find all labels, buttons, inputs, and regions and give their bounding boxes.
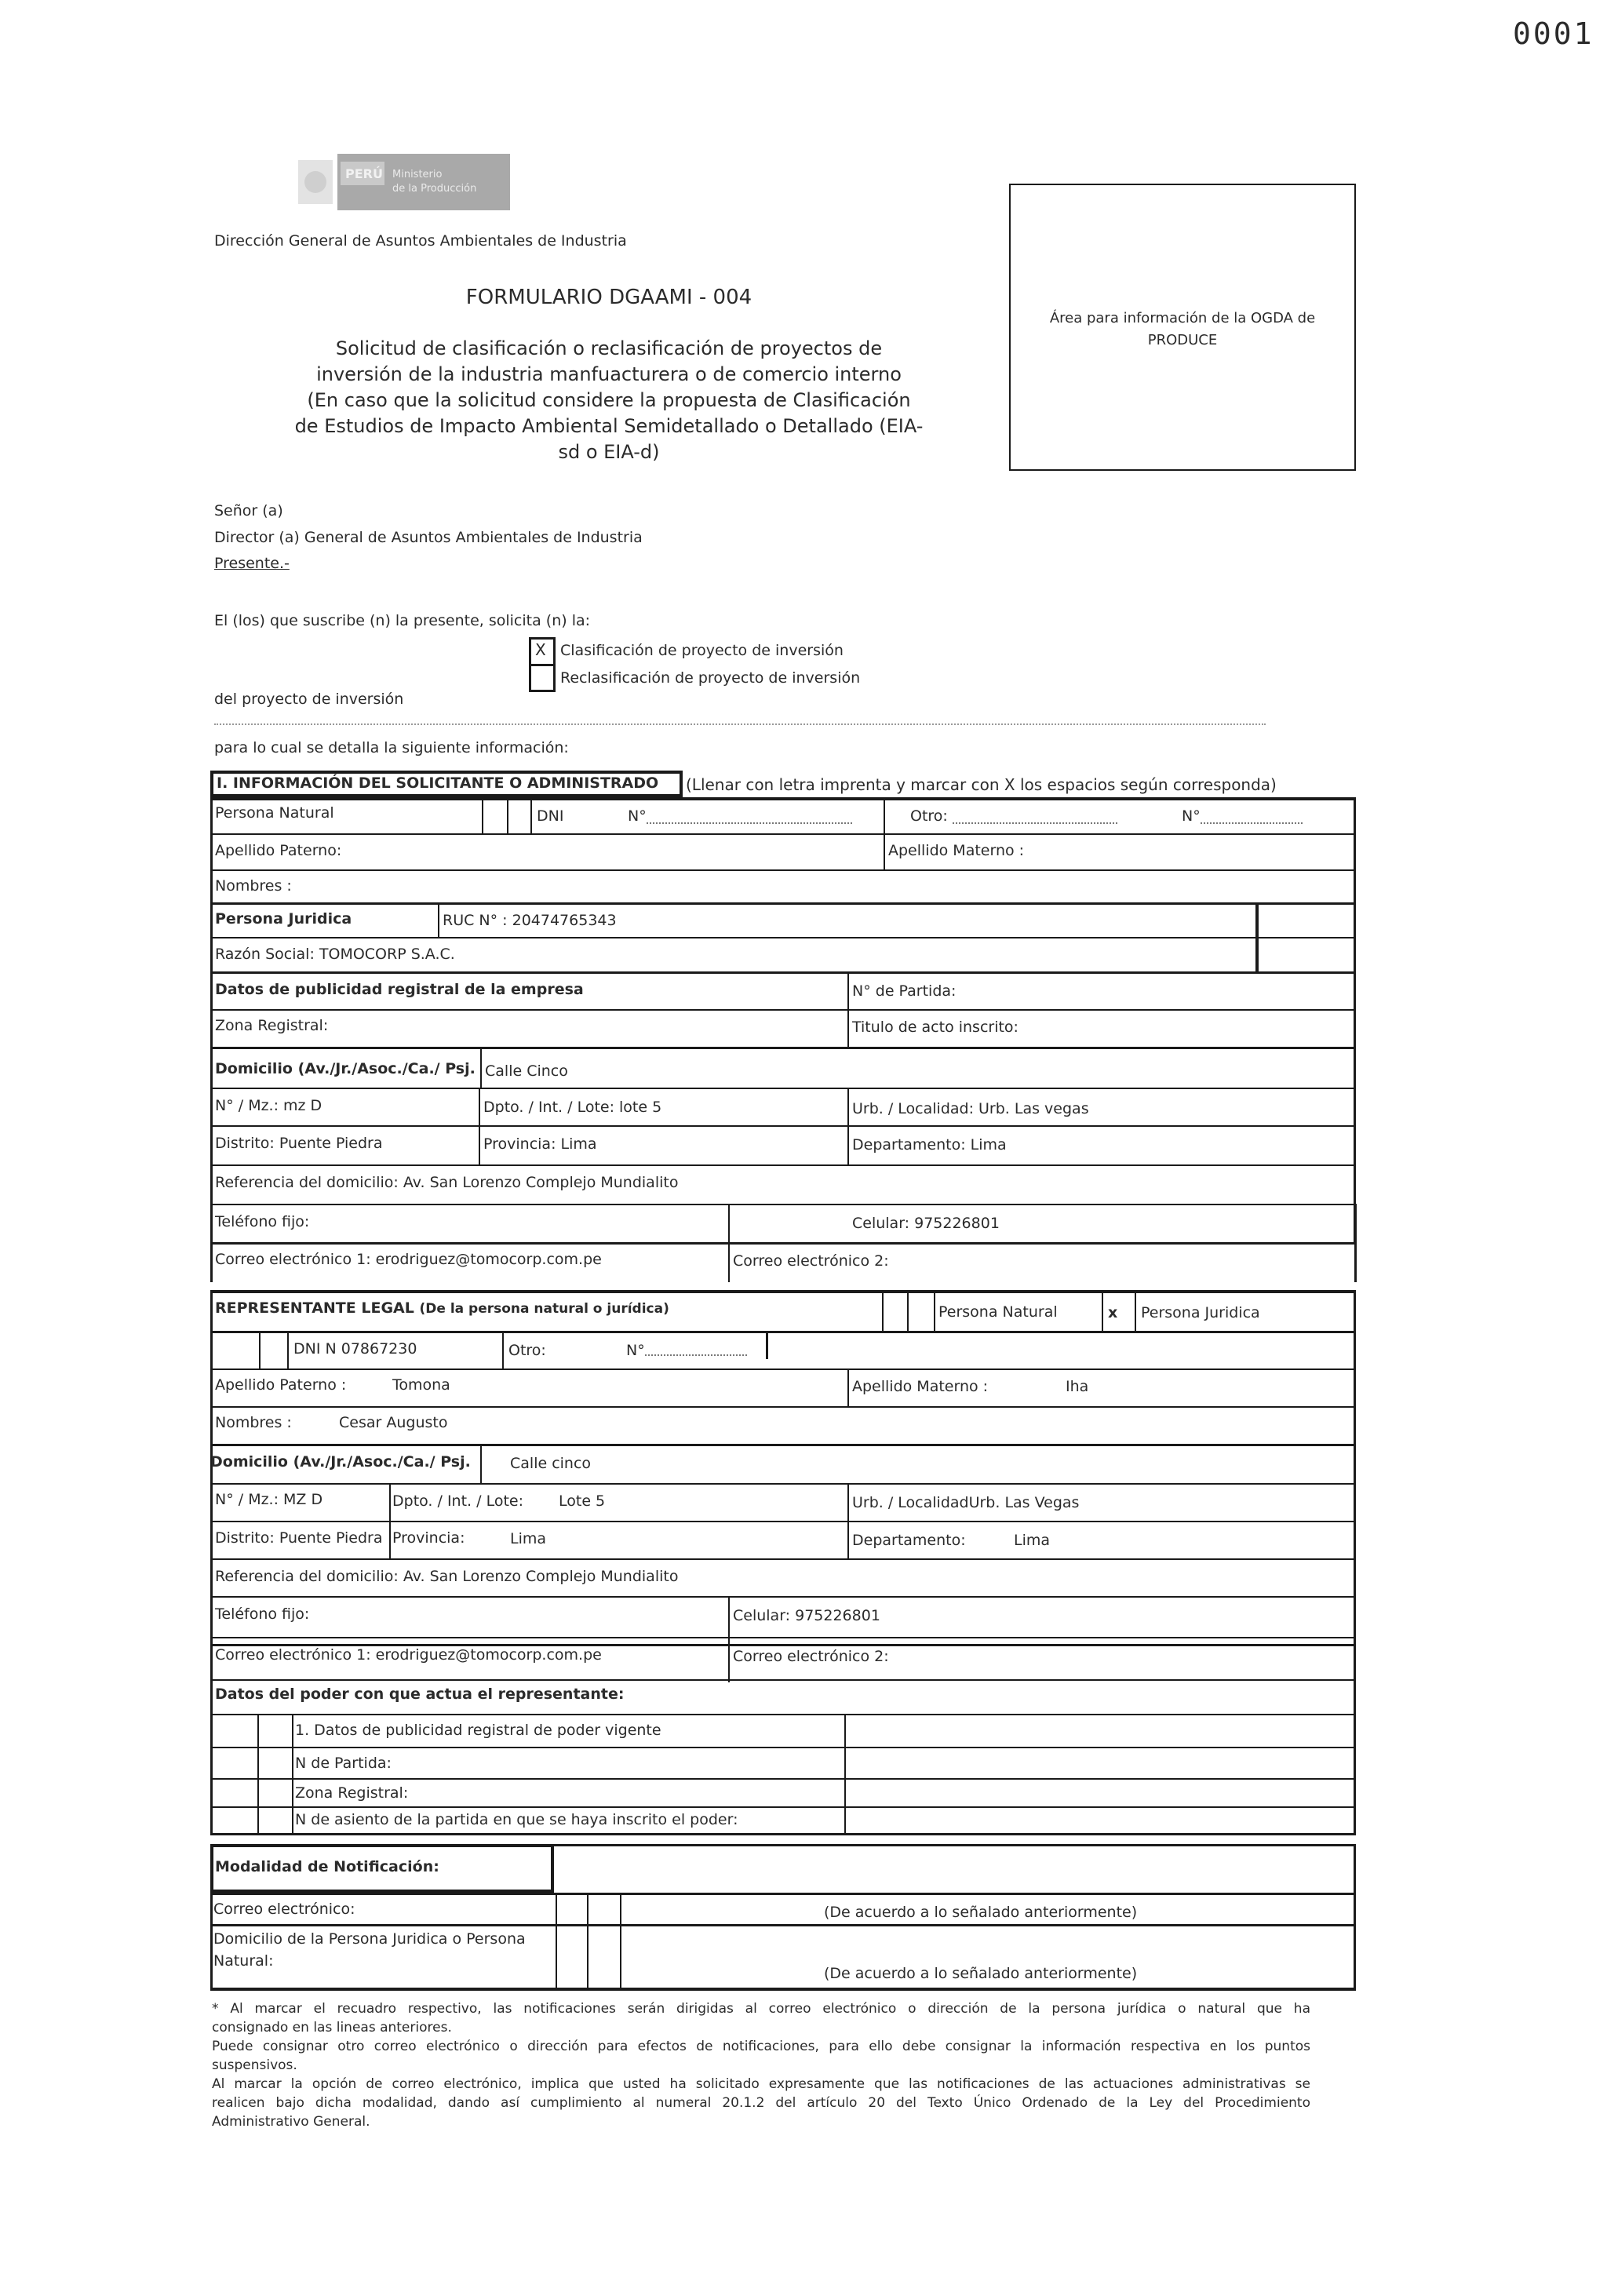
rep-otro-n-label: N° — [626, 1342, 645, 1359]
ministry-logo — [298, 154, 510, 210]
provincia: Provincia: Lima — [483, 1135, 597, 1153]
notification-domicilio-line1: Domicilio de la Persona Juridica o Persona — [213, 1930, 526, 1948]
logo-ministry-line1: Ministerio — [392, 169, 443, 180]
persona-natural-checkbox[interactable] — [483, 799, 507, 832]
directorate-name: Dirección General de Asuntos Ambientales de Industria — [214, 232, 627, 250]
poder-partida: N de Partida: — [295, 1755, 392, 1772]
rep-persona-juridica: Persona Juridica — [1141, 1304, 1260, 1321]
poder-zona: Zona Registral: — [295, 1784, 409, 1802]
otro-number-field[interactable] — [1201, 822, 1303, 824]
notification-domicilio-checkbox[interactable] — [557, 1926, 587, 1988]
notification-correo: Correo electrónico: — [213, 1901, 355, 1918]
zona-registral: Zona Registral: — [215, 1017, 329, 1034]
rep-domicilio-label: Domicilio (Av./Jr./Asoc./Ca./ Psj. — [210, 1453, 471, 1471]
correo1: Correo electrónico 1: erodriguez@tomocorp.com.pe — [215, 1251, 602, 1268]
rep-departamento-label: Departamento: — [852, 1532, 966, 1549]
peru-emblem-icon — [298, 154, 510, 210]
ruc: RUC N° : 20474765343 — [443, 912, 617, 929]
notification-domicilio-line2: Natural: — [213, 1952, 274, 1970]
distrito: Distrito: Puente Piedra — [215, 1135, 383, 1152]
apellido-materno: Apellido Materno : — [888, 842, 1025, 859]
rep-otro-label: Otro: — [508, 1342, 546, 1359]
rep-departamento-value: Lima — [1014, 1532, 1051, 1549]
rep-juridica-checkbox[interactable]: x — [1108, 1304, 1118, 1321]
project-label: del proyecto de inversión — [214, 691, 404, 708]
razon-social: Razón Social: TOMOCORP S.A.C. — [215, 946, 455, 963]
rep-referencia: Referencia del domicilio: Av. San Lorenzo Complejo Mundialito — [215, 1568, 679, 1585]
rep-persona-natural: Persona Natural — [938, 1303, 1058, 1321]
rep-correo2: Correo electrónico 2: — [733, 1648, 889, 1665]
poder-asiento: N de asiento de la partida en que se haya inscrito el poder: — [295, 1811, 738, 1828]
persona-juridica-label: Persona Juridica — [215, 910, 352, 928]
n-partida: N° de Partida: — [852, 982, 957, 1000]
persona-natural-label: Persona Natural — [215, 804, 334, 822]
logo-ministry-line2: de la Producción — [392, 183, 477, 195]
classification-checkbox[interactable]: X — [535, 640, 546, 659]
option-reclassification: Reclasificación de proyecto de inversión — [560, 669, 861, 687]
dni-number-field[interactable] — [647, 822, 852, 824]
nombres: Nombres : — [215, 877, 292, 895]
otro-field[interactable] — [953, 822, 1117, 824]
ogda-info-box: Área para información de la OGDA de PRODUCE — [1009, 184, 1356, 471]
rep-domicilio-value: Calle cinco — [510, 1455, 592, 1472]
otro-label: Otro: — [910, 807, 948, 825]
footnotes: * Al marcar el recuadro respectivo, las notificaciones serán dirigidas al correo electrónico o dirección de la persona jurídica o natural que ha consignado en las lineas anteriores. Puede consignar otro correo electrónico o dirección para efectos de notificaciones, para ello debe consignar la información respectiva en los puntos suspensivos. Al marcar la opción de correo electrónico, implica que usted ha solicitado expresamente que las notificaciones de las actuaciones administrativas se realicen bajo dicha modalidad, dando así cumplimiento al numeral 20.1.2 del artículo 20 del Texto Único Ordenado de la Ley del Procedimiento Administrativo General. — [212, 2001, 1310, 2130]
form-subtitle: Solicitud de clasificación o reclasificación de proyectos de inversión de la industria manfuacturera o de comercio interno (En caso que la solicitud considere la propuesta de Clasificación de Estudios de Impacto Ambiental Semidetallado o Detallado (EIA- sd o EIA-d) — [294, 337, 924, 463]
rep-urb: Urb. / LocalidadUrb. Las Vegas — [852, 1494, 1080, 1511]
notification-correo-note: (De acuerdo a lo señalado anteriormente) — [824, 1904, 1138, 1921]
detail-intro: para lo cual se detalla la siguiente información: — [214, 739, 569, 756]
dni-n-label: N° — [628, 807, 647, 825]
rep-correo1: Correo electrónico 1: erodriguez@tomocorp.com.pe — [215, 1646, 602, 1664]
salutation-line1: Señor (a) — [214, 502, 283, 519]
datos-publicidad: Datos de publicidad registral de la empresa — [215, 981, 584, 998]
poder-title: Datos del poder con que actua el representante: — [215, 1686, 625, 1703]
rep-celular: Celular: 975226801 — [733, 1607, 880, 1624]
dni-label: DNI — [537, 807, 564, 825]
rep-provincia-value: Lima — [510, 1530, 547, 1547]
notification-correo-checkbox[interactable] — [557, 1895, 587, 1924]
urb: Urb. / Localidad: Urb. Las vegas — [852, 1100, 1089, 1117]
mz: N° / Mz.: mz D — [215, 1097, 322, 1114]
rep-distrito: Distrito: Puente Piedra — [215, 1529, 383, 1547]
referencia: Referencia del domicilio: Av. San Lorenzo Complejo Mundialito — [215, 1174, 679, 1191]
departamento: Departamento: Lima — [852, 1136, 1007, 1153]
rep-apellido-materno-value: Iha — [1066, 1378, 1089, 1395]
logo-country: PERÚ — [345, 166, 383, 181]
poder-item1: 1. Datos de publicidad registral de poder vigente — [295, 1722, 661, 1739]
rep-natural-checkbox-a[interactable] — [884, 1292, 907, 1331]
domicilio-value: Calle Cinco — [485, 1062, 568, 1080]
apellido-paterno: Apellido Paterno: — [215, 842, 342, 859]
rep-apellido-paterno-value: Tomona — [392, 1376, 450, 1394]
option-classification: Clasificación de proyecto de inversión — [560, 642, 844, 659]
rep-lote-label: Dpto. / Int. / Lote: — [392, 1492, 523, 1510]
notification-title: Modalidad de Notificación: — [215, 1858, 439, 1875]
rep-lote-value: Lote 5 — [559, 1492, 606, 1510]
poder-checkbox[interactable] — [212, 1715, 257, 1747]
representative-title: REPRESENTANTE LEGAL (De la persona natural o jurídica) — [215, 1299, 669, 1317]
titulo-acto: Titulo de acto inscrito: — [852, 1019, 1018, 1036]
salutation-line3: Presente.- — [214, 555, 290, 572]
dpto: Dpto. / Int. / Lote: lote 5 — [483, 1099, 662, 1116]
rep-otro-number-field[interactable] — [645, 1354, 747, 1356]
page-number: 0001 — [1513, 16, 1594, 51]
rep-natural-checkbox-b[interactable] — [909, 1292, 934, 1331]
form-title: FORMULARIO DGAAMI - 004 — [465, 286, 752, 309]
rep-nombres-label: Nombres : — [215, 1414, 292, 1431]
correo2: Correo electrónico 2: — [733, 1252, 889, 1270]
rep-provincia-label: Provincia: — [392, 1529, 465, 1547]
rep-dni: DNI N 07867230 — [293, 1340, 417, 1358]
request-intro: El (los) que suscribe (n) la presente, solicita (n) la: — [214, 612, 591, 629]
reclassification-checkbox[interactable] — [530, 667, 554, 691]
rep-apellido-materno-label: Apellido Materno : — [852, 1378, 989, 1395]
celular: Celular: 975226801 — [852, 1215, 1000, 1232]
project-name-line[interactable] — [214, 723, 1266, 725]
notification-domicilio-note: (De acuerdo a lo señalado anteriormente) — [824, 1965, 1138, 1982]
rep-nombres-value: Cesar Augusto — [339, 1414, 448, 1431]
rep-mz: N° / Mz.: MZ D — [215, 1491, 323, 1508]
otro-n-label: N° — [1182, 807, 1201, 825]
section1-title: I. INFORMACIÓN DEL SOLICITANTE O ADMINISTRADO — [217, 774, 659, 792]
salutation-line2: Director (a) General de Asuntos Ambientales de Industria — [214, 529, 643, 546]
domicilio-label: Domicilio (Av./Jr./Asoc./Ca./ Psj. — [215, 1060, 476, 1077]
rep-apellido-paterno-label: Apellido Paterno : — [215, 1376, 347, 1394]
telefono: Teléfono fijo: — [215, 1213, 310, 1230]
rep-telefono: Teléfono fijo: — [215, 1605, 310, 1623]
section1-instructions: (Llenar con letra imprenta y marcar con X los espacios según corresponda) — [686, 775, 1277, 794]
